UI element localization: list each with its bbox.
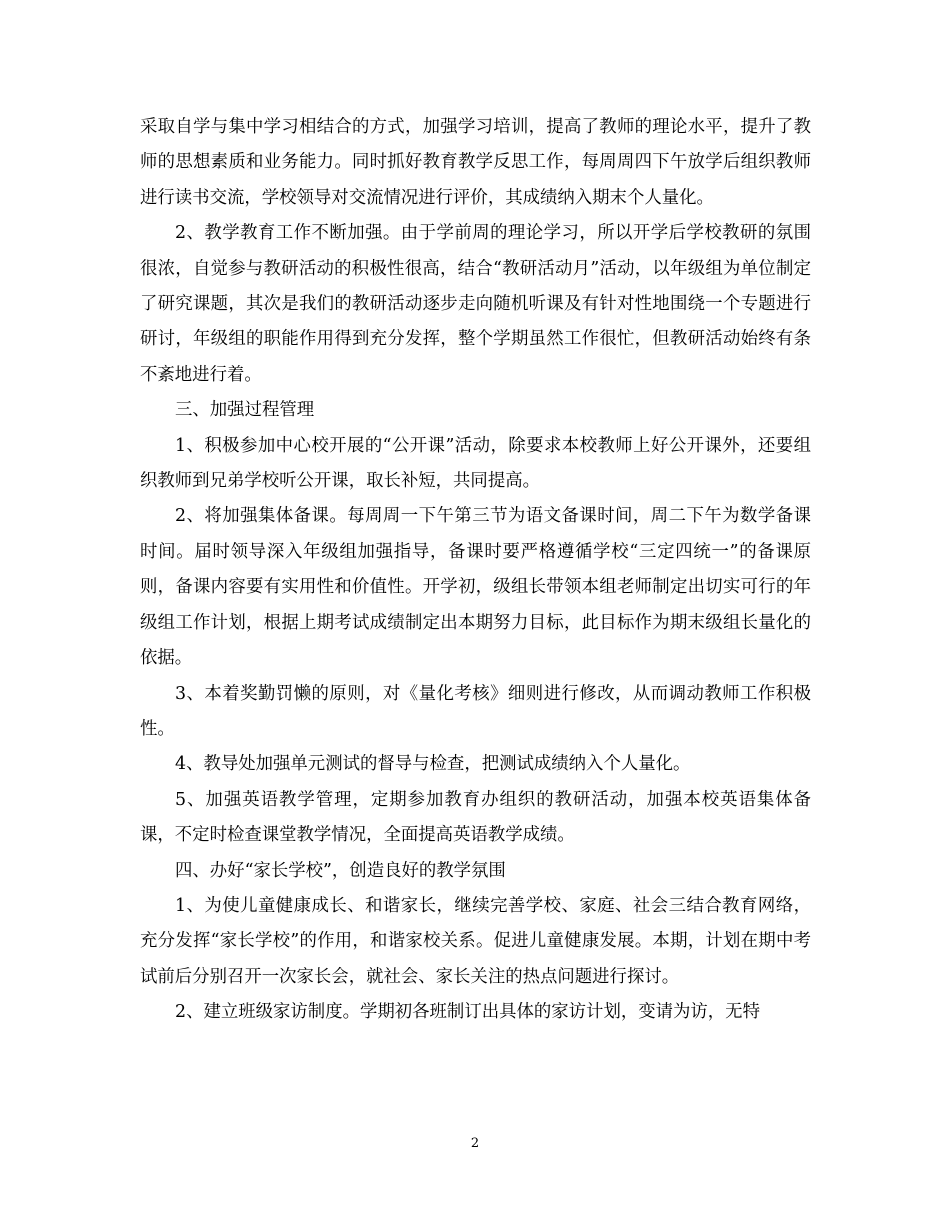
paragraph: 2、将加强集体备课。每周周一下午第三节为语文备课时间，周二下午为数学备课时间。届时领导深入年级组加强指导，备课时要严格遵循学校“三定四统一”的备课原则，备课内容要有实用性和价值性。开学初，级组长带领本组老师制定出切实可行的年级组工作计划，根据上期考试成绩制定出本期努力目标，此目标作为期末级组长量化的依据。 [140, 506, 811, 669]
paragraph: 采取自学与集中学习相结合的方式，加强学习培训，提高了教师的理论水平，提升了教师的思想素质和业务能力。同时抓好教育教学反思工作，每周周四下午放学后组织教师进行读书交流，学校领导对交流情况进行评价，其成绩纳入期末个人量化。 [140, 117, 811, 208]
paragraph: 4、教导处加强单元测试的督导与检查，把测试成绩纳入个人量化。 [175, 754, 691, 775]
paragraph: 2、教学教育工作不断加强。由于学前周的理论学习，所以开学后学校教研的氛围很浓，自觉参与教研活动的积极性很高，结合“教研活动月”活动，以年级组为单位制定了研究课题，其次是我们的教研活动逐步走向随机听课及有针对性地围绕一个专题进行研讨，年级组的职能作用得到充分发挥，整个学期虽然工作很忙，但教研活动始终有条不紊地进行着。 [140, 223, 811, 385]
paragraph: 2、建立班级家访制度。学期初各班制订出具体的家访计划，变请为访，无特 [175, 1002, 760, 1023]
paragraph: 3、本着奖勤罚懒的原则，对《量化考核》细则进行修改，从而调动教师工作积极性。 [140, 683, 811, 739]
section-heading: 三、加强过程管理 [175, 400, 315, 421]
document-body [140, 110, 811, 1031]
page-number: 2 [470, 1136, 480, 1151]
section-heading: 四、办好“家长学校”，创造良好的教学氛围 [175, 860, 506, 881]
paragraph: 1、为使儿童健康成长、和谐家长，继续完善学校、家庭、社会三结合教育网络，充分发挥“家长学校”的作用，和谐家校关系。促进儿童健康发展。本期，计划在期中考试前后分别召开一次家长会，就社会、家长关注的热点问题进行探讨。 [140, 895, 811, 987]
paragraph: 5、加强英语教学管理，定期参加教育办组织的教研活动，加强本校英语集体备课，不定时检查课堂教学情况，全面提高英语教学成绩。 [140, 789, 811, 846]
paragraph: 1、积极参加中心校开展的“公开课”活动，除要求本校教师上好公开课外，还要组织教师到兄弟学校听公开课，取长补短，共同提高。 [140, 435, 811, 492]
